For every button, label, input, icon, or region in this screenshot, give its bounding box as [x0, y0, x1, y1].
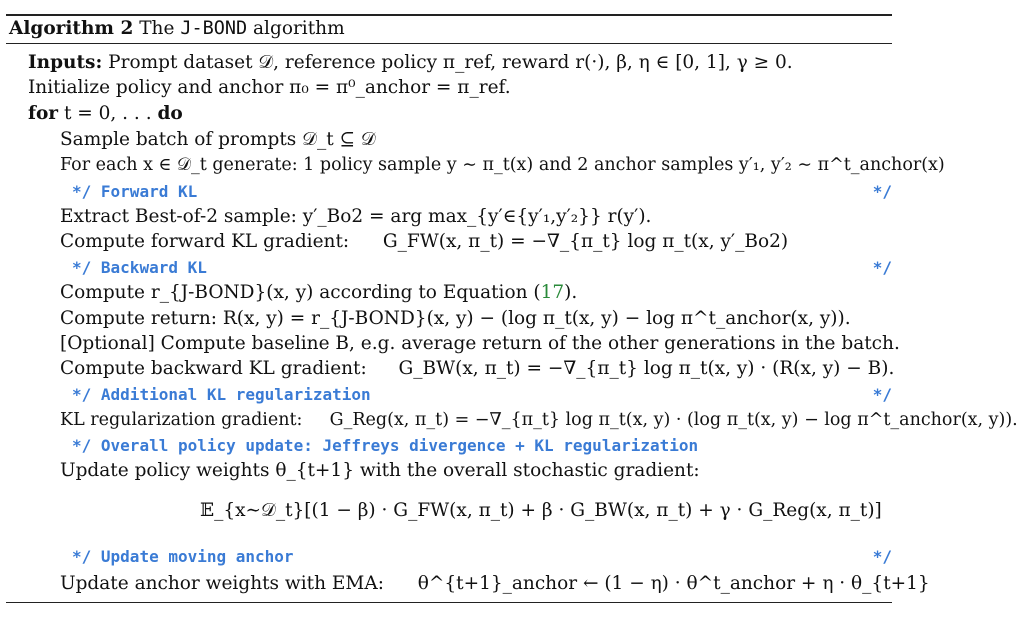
inputs-line: [28, 52, 793, 74]
reg-grad-label: KL regularization gradient:: [60, 410, 303, 430]
algorithm-caption: [9, 18, 345, 40]
step-update-anchor: [60, 573, 930, 595]
top-rule: [6, 14, 892, 16]
reg-grad-formula: G_Reg(x, π_t) = −∇_{π_t} log π_t(x, y) · (log π_t(x, y) − log π^t_anchor(x, y)).: [329, 410, 1018, 430]
bw-grad-label: Compute backward KL gradient:: [60, 358, 367, 379]
step-optional-baseline: [Optional] Compute baseline B, e.g. average return of the other generations in the batch.: [60, 333, 900, 354]
step-extract: Extract Best-of-2 sample: y′_Bo2 = arg max_{y′∈{y′₁,y′₂}} r(y′).: [60, 206, 652, 227]
inputs-label: Inputs:: [28, 52, 103, 73]
comment-additional-kl-text: Additional KL regularization: [100, 385, 371, 404]
comment-overall: [72, 435, 698, 457]
init-line: Initialize policy and anchor π₀ = π⁰_anchor = π_ref.: [28, 77, 511, 98]
step-reward: [60, 282, 577, 304]
comment-moving-anchor-text: Update moving anchor: [100, 547, 294, 566]
comment-close: */: [872, 182, 892, 201]
step-bw-grad: [60, 358, 894, 380]
comment-backward-kl-text: Backward KL: [100, 258, 207, 277]
comment-open: */: [72, 547, 92, 566]
reward-post: ).: [564, 282, 578, 303]
comment-open: */: [72, 436, 92, 455]
step-sample-batch: Sample batch of prompts 𝒟_t ⊆ 𝒟: [60, 129, 376, 150]
step-fw-grad: [60, 231, 788, 253]
comment-open: */: [72, 385, 92, 404]
algorithm-title-post: algorithm: [253, 18, 345, 39]
comment-open: */: [72, 258, 92, 277]
algorithm-title-pre: The: [139, 18, 175, 39]
equation-ref-link[interactable]: 17: [540, 282, 565, 303]
bw-grad-formula: G_BW(x, π_t) = −∇_{π_t} log π_t(x, y) · (R(x, y) − B).: [398, 358, 895, 379]
step-return: Compute return: R(x, y) = r_{J-BOND}(x, y) − (log π_t(x, y) − log π^t_anchor(x, y)).: [60, 308, 851, 329]
step-update-policy: Update policy weights θ_{t+1} with the overall stochastic gradient:: [60, 460, 700, 481]
algorithm-title-name: J-BOND: [180, 18, 248, 39]
step-reg-grad: [60, 409, 1018, 431]
header-rule: [6, 43, 892, 44]
do-keyword: do: [157, 103, 183, 124]
algorithm-label: Algorithm 2: [9, 18, 134, 39]
loop-expr: t = 0, . . .: [63, 103, 152, 124]
overall-formula: 𝔼_{x∼𝒟_t}[(1 − β) · G_FW(x, π_t) + β · G_BW(x, π_t) + γ · G_Reg(x, π_t)]: [200, 500, 882, 521]
comment-close: */: [872, 547, 892, 566]
comment-additional-kl: [72, 384, 371, 406]
comment-open: */: [72, 182, 92, 201]
comment-close: */: [872, 258, 892, 277]
step-generate: For each x ∈ 𝒟_t generate: 1 policy sample y ∼ π_t(x) and 2 anchor samples y′₁, y′₂ ∼ π^t_anchor(x): [60, 155, 945, 175]
for-keyword: for: [28, 103, 59, 124]
fw-grad-formula: G_FW(x, π_t) = −∇_{π_t} log π_t(x, y′_Bo2): [382, 231, 789, 252]
comment-close: */: [872, 385, 892, 404]
for-loop-line: [28, 103, 183, 125]
fw-grad-label: Compute forward KL gradient:: [60, 231, 350, 252]
bottom-rule: [6, 602, 892, 603]
update-anchor-label: Update anchor weights with EMA:: [60, 573, 384, 594]
anchor-formula: θ^{t+1}_anchor ← (1 − η) · θ^t_anchor + η · θ_{t+1}: [417, 573, 930, 594]
comment-forward-kl: [72, 181, 197, 203]
comment-forward-kl-text: Forward KL: [100, 182, 198, 201]
comment-backward-kl: [72, 257, 207, 279]
inputs-text: Prompt dataset 𝒟, reference policy π_ref, reward r(·), β, η ∈ [0, 1], γ ≥ 0.: [108, 52, 793, 73]
comment-moving-anchor: [72, 546, 294, 568]
reward-pre: Compute r_{J-BOND}(x, y) according to Equation (: [60, 282, 541, 303]
comment-overall-text: Overall policy update: Jeffreys divergence + KL regularization: [100, 436, 699, 455]
